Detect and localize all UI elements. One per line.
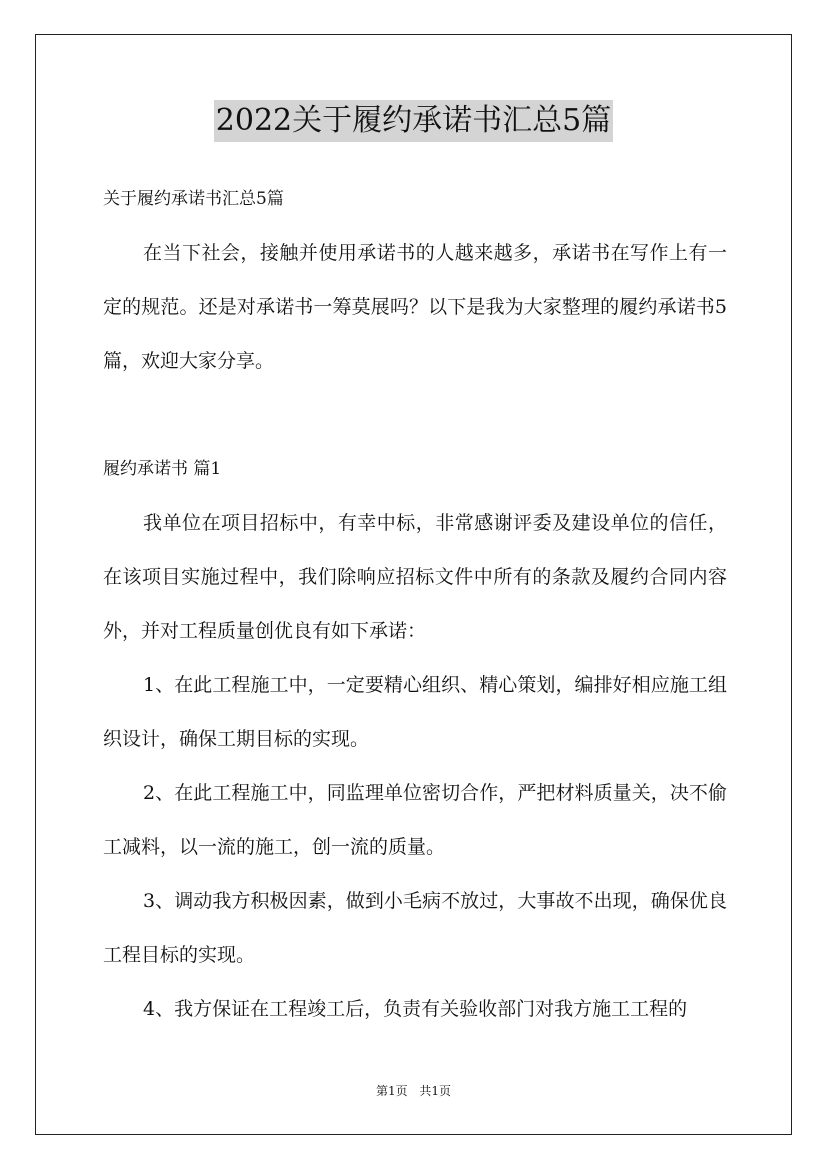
section-heading: 履约承诺书 篇1 <box>103 459 222 479</box>
total-pages: 共1页 <box>419 1084 452 1098</box>
body-paragraph: 4、我方保证在工程竣工后，负责有关验收部门对我方施工工程的 <box>143 998 688 1020</box>
body-paragraph: 2、在此工程施工中，同监理单位密切合作，严把材料质量关，决不偷工减料，以一流的施工，创一流的质量。 <box>103 782 727 858</box>
body-paragraph: 3、调动我方积极因素，做到小毛病不放过，大事故不出现，确保优良工程目标的实现。 <box>103 890 727 966</box>
page-footer <box>0 1083 827 1099</box>
document-body <box>103 172 727 1036</box>
intro-paragraph: 在当下社会，接触并使用承诺书的人越来越多，承诺书在写作上有一定的规范。还是对承诺书一筹莫展吗？以下是我为大家整理的履约承诺书5篇，欢迎大家分享。 <box>103 242 727 372</box>
document-subtitle: 关于履约承诺书汇总5篇 <box>103 189 284 209</box>
document-title: 2022关于履约承诺书汇总5篇 <box>214 100 613 142</box>
body-paragraph: 1、在此工程施工中，一定要精心组织、精心策划，编排好相应施工组织设计，确保工期目标的实现。 <box>103 674 727 750</box>
page-number: 第1页 <box>375 1084 408 1098</box>
title-container <box>0 100 827 142</box>
blank-line <box>103 388 727 442</box>
body-paragraph: 我单位在项目招标中，有幸中标，非常感谢评委及建设单位的信任，在该项目实施过程中，我们除响应招标文件中所有的条款及履约合同内容外，并对工程质量创优良有如下承诺： <box>103 512 727 642</box>
